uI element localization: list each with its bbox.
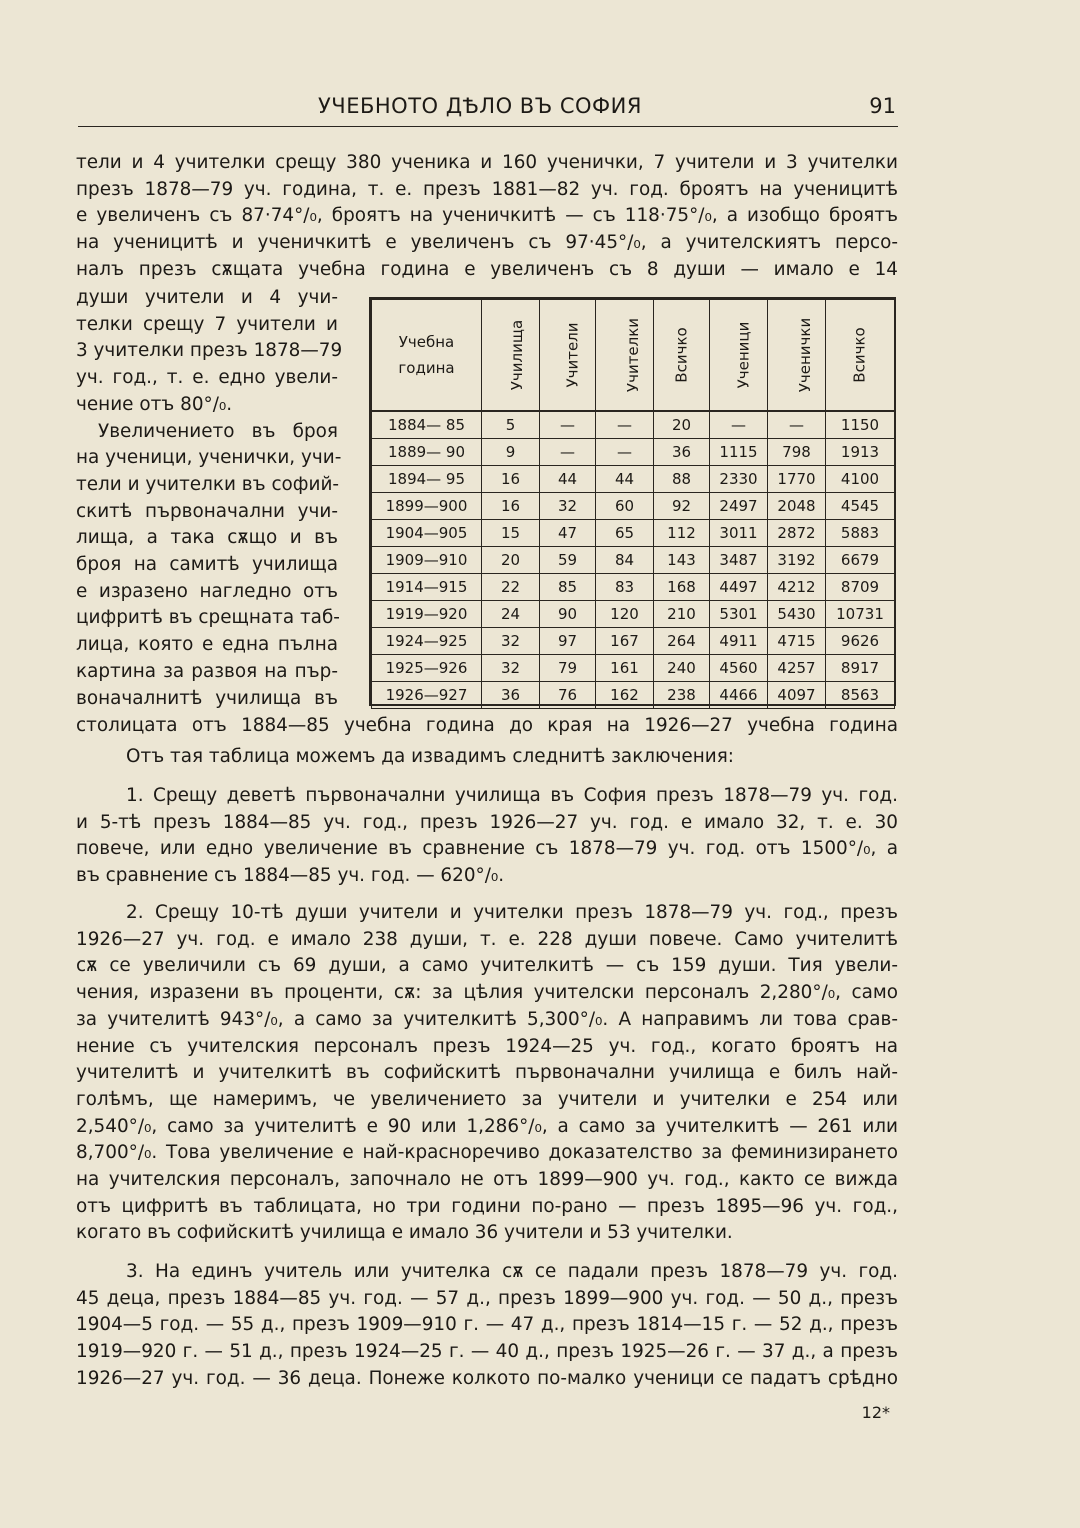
table-row bbox=[372, 520, 895, 547]
text-line: 3. На единъ учитель или учителка сѫ се падали презъ 1878—79 уч. год. bbox=[126, 1261, 898, 1282]
value-cell: 264 bbox=[654, 628, 710, 655]
text-line: 45 деца, презъ 1884—85 уч. год. — 57 д., презъ 1899—900 уч. год. — 50 д., презъ bbox=[76, 1287, 898, 1309]
text-line: 3 учителки презъ 1878—79 bbox=[76, 340, 343, 362]
corner-line: година bbox=[398, 359, 455, 377]
text-line: 1926—27 уч. год. е имало 238 души, т. е. 228 души повече. Само учителитѣ bbox=[76, 928, 898, 950]
value-cell: 4560 bbox=[710, 655, 768, 682]
table-corner-header bbox=[372, 300, 482, 412]
value-cell: 32 bbox=[482, 628, 540, 655]
page-number: 91 bbox=[869, 94, 896, 118]
table-row bbox=[372, 628, 895, 655]
value-cell: 24 bbox=[482, 601, 540, 628]
value-cell: — bbox=[710, 411, 768, 439]
column-header bbox=[596, 300, 654, 412]
text-line: чение отъ 80°/₀. bbox=[76, 393, 233, 415]
column-header-label: Училища bbox=[508, 319, 527, 391]
value-cell: — bbox=[540, 439, 596, 466]
value-cell: 143 bbox=[654, 547, 710, 574]
text-line: тели и 4 учителки срещу 380 ученика и 160 ученички, 7 учители и 3 учителки bbox=[76, 152, 898, 173]
value-cell: 36 bbox=[654, 439, 710, 466]
text-line: Увеличението въ броя bbox=[98, 420, 338, 442]
value-cell: — bbox=[540, 411, 596, 439]
text-line: воначалнитѣ училища въ bbox=[76, 687, 338, 709]
text-line: е увеличенъ съ 87·74°/₀, броятъ на ученичкитѣ — съ 118·75°/₀, а изобщо броятъ bbox=[76, 205, 898, 227]
text-line: цифритѣ въ срещната таб- bbox=[76, 607, 340, 629]
text-line: голѣмъ, ще намеримъ, че увеличението за учители и учителки е 254 или bbox=[76, 1088, 898, 1110]
column-header bbox=[654, 300, 710, 412]
text-line: броя на самитѣ училища bbox=[76, 554, 338, 576]
value-cell: 5883 bbox=[826, 520, 895, 547]
year-cell: 1926—927 bbox=[372, 682, 482, 709]
year-cell: 1924—925 bbox=[372, 628, 482, 655]
value-cell: 240 bbox=[654, 655, 710, 682]
value-cell: 798 bbox=[768, 439, 826, 466]
text-line: налъ презъ сѫщата учебна година е увеличенъ съ 8 души — имало е 14 bbox=[76, 258, 898, 280]
value-cell: 90 bbox=[540, 601, 596, 628]
text-line: 1904—5 год. — 55 д., презъ 1909—910 г. — 47 д., презъ 1814—15 г. — 52 д., презъ bbox=[76, 1314, 898, 1336]
value-cell: 76 bbox=[540, 682, 596, 709]
text-line: телки срещу 7 учители и bbox=[76, 313, 338, 335]
value-cell: 44 bbox=[540, 466, 596, 493]
side-column-text bbox=[76, 285, 343, 712]
value-cell: 16 bbox=[482, 466, 540, 493]
value-cell: — bbox=[768, 411, 826, 439]
value-cell: 120 bbox=[596, 601, 654, 628]
value-cell: 4497 bbox=[710, 574, 768, 601]
value-cell: 97 bbox=[540, 628, 596, 655]
point-2-paragraph bbox=[76, 900, 898, 1247]
table-body bbox=[372, 411, 895, 709]
value-cell: 4715 bbox=[768, 628, 826, 655]
column-header-label: Учители bbox=[563, 322, 582, 388]
value-cell: 2048 bbox=[768, 493, 826, 520]
text-line: 2. Срещу 10-тѣ души учители и учителки презъ 1878—79 уч. год., презъ bbox=[126, 902, 898, 923]
value-cell: 22 bbox=[482, 574, 540, 601]
year-cell: 1919—920 bbox=[372, 601, 482, 628]
year-cell: 1884— 85 bbox=[372, 411, 482, 439]
text-line: учителитѣ и учителкитѣ въ софийскитѣ първоначални училища е билъ най- bbox=[76, 1062, 898, 1084]
text-line: нение съ учителския персоналъ презъ 1924—25 уч. год., когато броятъ на bbox=[76, 1035, 898, 1057]
text-line: 1. Срещу деветѣ първоначални училища въ София презъ 1878—79 уч. год. bbox=[126, 785, 898, 806]
table-row bbox=[372, 547, 895, 574]
value-cell: 20 bbox=[482, 547, 540, 574]
table-row bbox=[372, 655, 895, 682]
table-row bbox=[372, 411, 895, 439]
text-line: повече, или едно увеличение въ сравнение съ 1878—79 уч. год. отъ 1500°/₀, а bbox=[76, 838, 898, 860]
text-line: скитѣ първоначални учи- bbox=[76, 500, 338, 522]
value-cell: 16 bbox=[482, 493, 540, 520]
table-row bbox=[372, 601, 895, 628]
value-cell: 3192 bbox=[768, 547, 826, 574]
text-line: е изразено нагледно отъ bbox=[76, 580, 338, 602]
value-cell: 9 bbox=[482, 439, 540, 466]
column-header-label: Всичко bbox=[672, 327, 691, 383]
value-cell: 85 bbox=[540, 574, 596, 601]
value-cell: 32 bbox=[482, 655, 540, 682]
value-cell: 1150 bbox=[826, 411, 895, 439]
text-line: 1926—27 уч. год. — 36 деца. Понеже колкото по-малко ученици се падатъ срѣдно bbox=[76, 1367, 898, 1389]
column-header bbox=[540, 300, 596, 412]
value-cell: 2872 bbox=[768, 520, 826, 547]
text-line: души учители и 4 учи- bbox=[76, 287, 338, 308]
value-cell: — bbox=[596, 439, 654, 466]
value-cell: 3011 bbox=[710, 520, 768, 547]
value-cell: 8709 bbox=[826, 574, 895, 601]
value-cell: 3487 bbox=[710, 547, 768, 574]
year-cell: 1925—926 bbox=[372, 655, 482, 682]
after-table-line bbox=[76, 713, 898, 740]
value-cell: 2497 bbox=[710, 493, 768, 520]
value-cell: 4911 bbox=[710, 628, 768, 655]
column-header-label: Всичко bbox=[850, 327, 869, 383]
value-cell: 112 bbox=[654, 520, 710, 547]
value-cell: 44 bbox=[596, 466, 654, 493]
table-row bbox=[372, 574, 895, 601]
value-cell: 9626 bbox=[826, 628, 895, 655]
value-cell: 162 bbox=[596, 682, 654, 709]
year-cell: 1894— 95 bbox=[372, 466, 482, 493]
value-cell: 92 bbox=[654, 493, 710, 520]
value-cell: 20 bbox=[654, 411, 710, 439]
statistics-table bbox=[369, 297, 896, 706]
text-line: лища, а така сѫщо и въ bbox=[76, 527, 338, 549]
value-cell: 1770 bbox=[768, 466, 826, 493]
column-header-label: Учителки bbox=[624, 317, 643, 393]
running-title: УЧЕБНОТО ДѢЛО ВЪ СОФИЯ bbox=[318, 94, 642, 118]
value-cell: 88 bbox=[654, 466, 710, 493]
value-cell: 79 bbox=[540, 655, 596, 682]
header-rule bbox=[78, 126, 898, 127]
column-header bbox=[826, 300, 895, 412]
text-line: 2,540°/₀, само за учителитѣ е 90 или 1,286°/₀, а само за учителкитѣ — 261 или bbox=[76, 1115, 898, 1137]
text-line: столицата отъ 1884—85 учебна година до края на 1926—27 учебна година bbox=[76, 715, 898, 736]
value-cell: 59 bbox=[540, 547, 596, 574]
value-cell: 83 bbox=[596, 574, 654, 601]
value-cell: 168 bbox=[654, 574, 710, 601]
text-line: презъ 1878—79 уч. година, т. е. презъ 1881—82 уч. год. броятъ на ученицитѣ bbox=[76, 178, 898, 200]
column-header bbox=[710, 300, 768, 412]
intro-paragraph bbox=[76, 150, 898, 284]
conclusions-intro bbox=[126, 744, 786, 771]
text-line: уч. год., т. е. едно увели- bbox=[76, 367, 338, 389]
text-line: сѫ се увеличили съ 69 души, а само учителкитѣ — съ 159 души. Тия увели- bbox=[76, 955, 898, 977]
value-cell: 4212 bbox=[768, 574, 826, 601]
text-line: на учителския персоналъ, започнало не отъ 1899—900 уч. год., както се вижда bbox=[76, 1169, 898, 1191]
text-line: и 5-тѣ презъ 1884—85 уч. год., презъ 1926—27 уч. год. е имало 32, т. е. 30 bbox=[76, 811, 898, 833]
value-cell: 15 bbox=[482, 520, 540, 547]
text-line: 1919—920 г. — 51 д., презъ 1924—25 г. — 40 д., презъ 1925—26 г. — 37 д., а презъ bbox=[76, 1341, 898, 1363]
column-header-label: Ученички bbox=[796, 317, 815, 393]
table-row bbox=[372, 682, 895, 709]
value-cell: 47 bbox=[540, 520, 596, 547]
value-cell: 4097 bbox=[768, 682, 826, 709]
year-cell: 1909—910 bbox=[372, 547, 482, 574]
text-line: въ сравнение съ 1884—85 уч. год. — 620°/₀. bbox=[76, 865, 505, 887]
text-line: отъ цифритѣ въ таблицата, но три години по-рано — презъ 1895—96 уч. год., bbox=[76, 1195, 898, 1217]
value-cell: 36 bbox=[482, 682, 540, 709]
value-cell: 4466 bbox=[710, 682, 768, 709]
table-row bbox=[372, 439, 895, 466]
year-cell: 1889— 90 bbox=[372, 439, 482, 466]
point-3-paragraph bbox=[76, 1259, 898, 1393]
year-cell: 1914—915 bbox=[372, 574, 482, 601]
value-cell: 8563 bbox=[826, 682, 895, 709]
text-line: Отъ тая таблица можемъ да извадимъ следнитѣ заключения: bbox=[126, 746, 734, 767]
text-line: лица, която е една пълна bbox=[76, 634, 338, 656]
table-row bbox=[372, 493, 895, 520]
text-line: 8,700°/₀. Това увеличение е най-красноречиво доказателство за феминизирането bbox=[76, 1142, 898, 1164]
value-cell: 65 bbox=[596, 520, 654, 547]
text-line: чения, изразени въ проценти, сѫ: за цѣлия учителски персоналъ 2,280°/₀, само bbox=[76, 982, 898, 1004]
point-1-paragraph bbox=[76, 783, 898, 890]
value-cell: 210 bbox=[654, 601, 710, 628]
value-cell: 60 bbox=[596, 493, 654, 520]
column-header bbox=[482, 300, 540, 412]
text-line: тели и учителки въ софий- bbox=[76, 473, 340, 495]
year-cell: 1904—905 bbox=[372, 520, 482, 547]
value-cell: 2330 bbox=[710, 466, 768, 493]
value-cell: 167 bbox=[596, 628, 654, 655]
value-cell: 4100 bbox=[826, 466, 895, 493]
value-cell: 5301 bbox=[710, 601, 768, 628]
corner-line: Учебна bbox=[398, 333, 455, 351]
column-header-label: Ученици bbox=[734, 321, 753, 389]
value-cell: 5430 bbox=[768, 601, 826, 628]
value-cell: 1115 bbox=[710, 439, 768, 466]
running-header bbox=[78, 94, 898, 122]
text-line: за учителитѣ 943°/₀, а само за учителкитѣ 5,300°/₀. А направимъ ли това срав- bbox=[76, 1008, 898, 1030]
table-row bbox=[372, 466, 895, 493]
value-cell: 6679 bbox=[826, 547, 895, 574]
value-cell: — bbox=[596, 411, 654, 439]
value-cell: 8917 bbox=[826, 655, 895, 682]
value-cell: 32 bbox=[540, 493, 596, 520]
text-line: когато въ софийскитѣ училища е имало 36 учители и 53 учителки. bbox=[76, 1222, 733, 1244]
value-cell: 4545 bbox=[826, 493, 895, 520]
year-cell: 1899—900 bbox=[372, 493, 482, 520]
text-line: на ученицитѣ и ученичкитѣ е увеличенъ съ 97·45°/₀, а учителскиятъ персо- bbox=[76, 232, 898, 254]
text-line: на ученици, ученички, учи- bbox=[76, 447, 342, 469]
value-cell: 10731 bbox=[826, 601, 895, 628]
value-cell: 5 bbox=[482, 411, 540, 439]
signature-mark: 12* bbox=[861, 1403, 890, 1422]
text-line: картина за развоя на пър- bbox=[76, 660, 338, 682]
value-cell: 84 bbox=[596, 547, 654, 574]
value-cell: 161 bbox=[596, 655, 654, 682]
value-cell: 1913 bbox=[826, 439, 895, 466]
value-cell: 238 bbox=[654, 682, 710, 709]
value-cell: 4257 bbox=[768, 655, 826, 682]
column-header bbox=[768, 300, 826, 412]
